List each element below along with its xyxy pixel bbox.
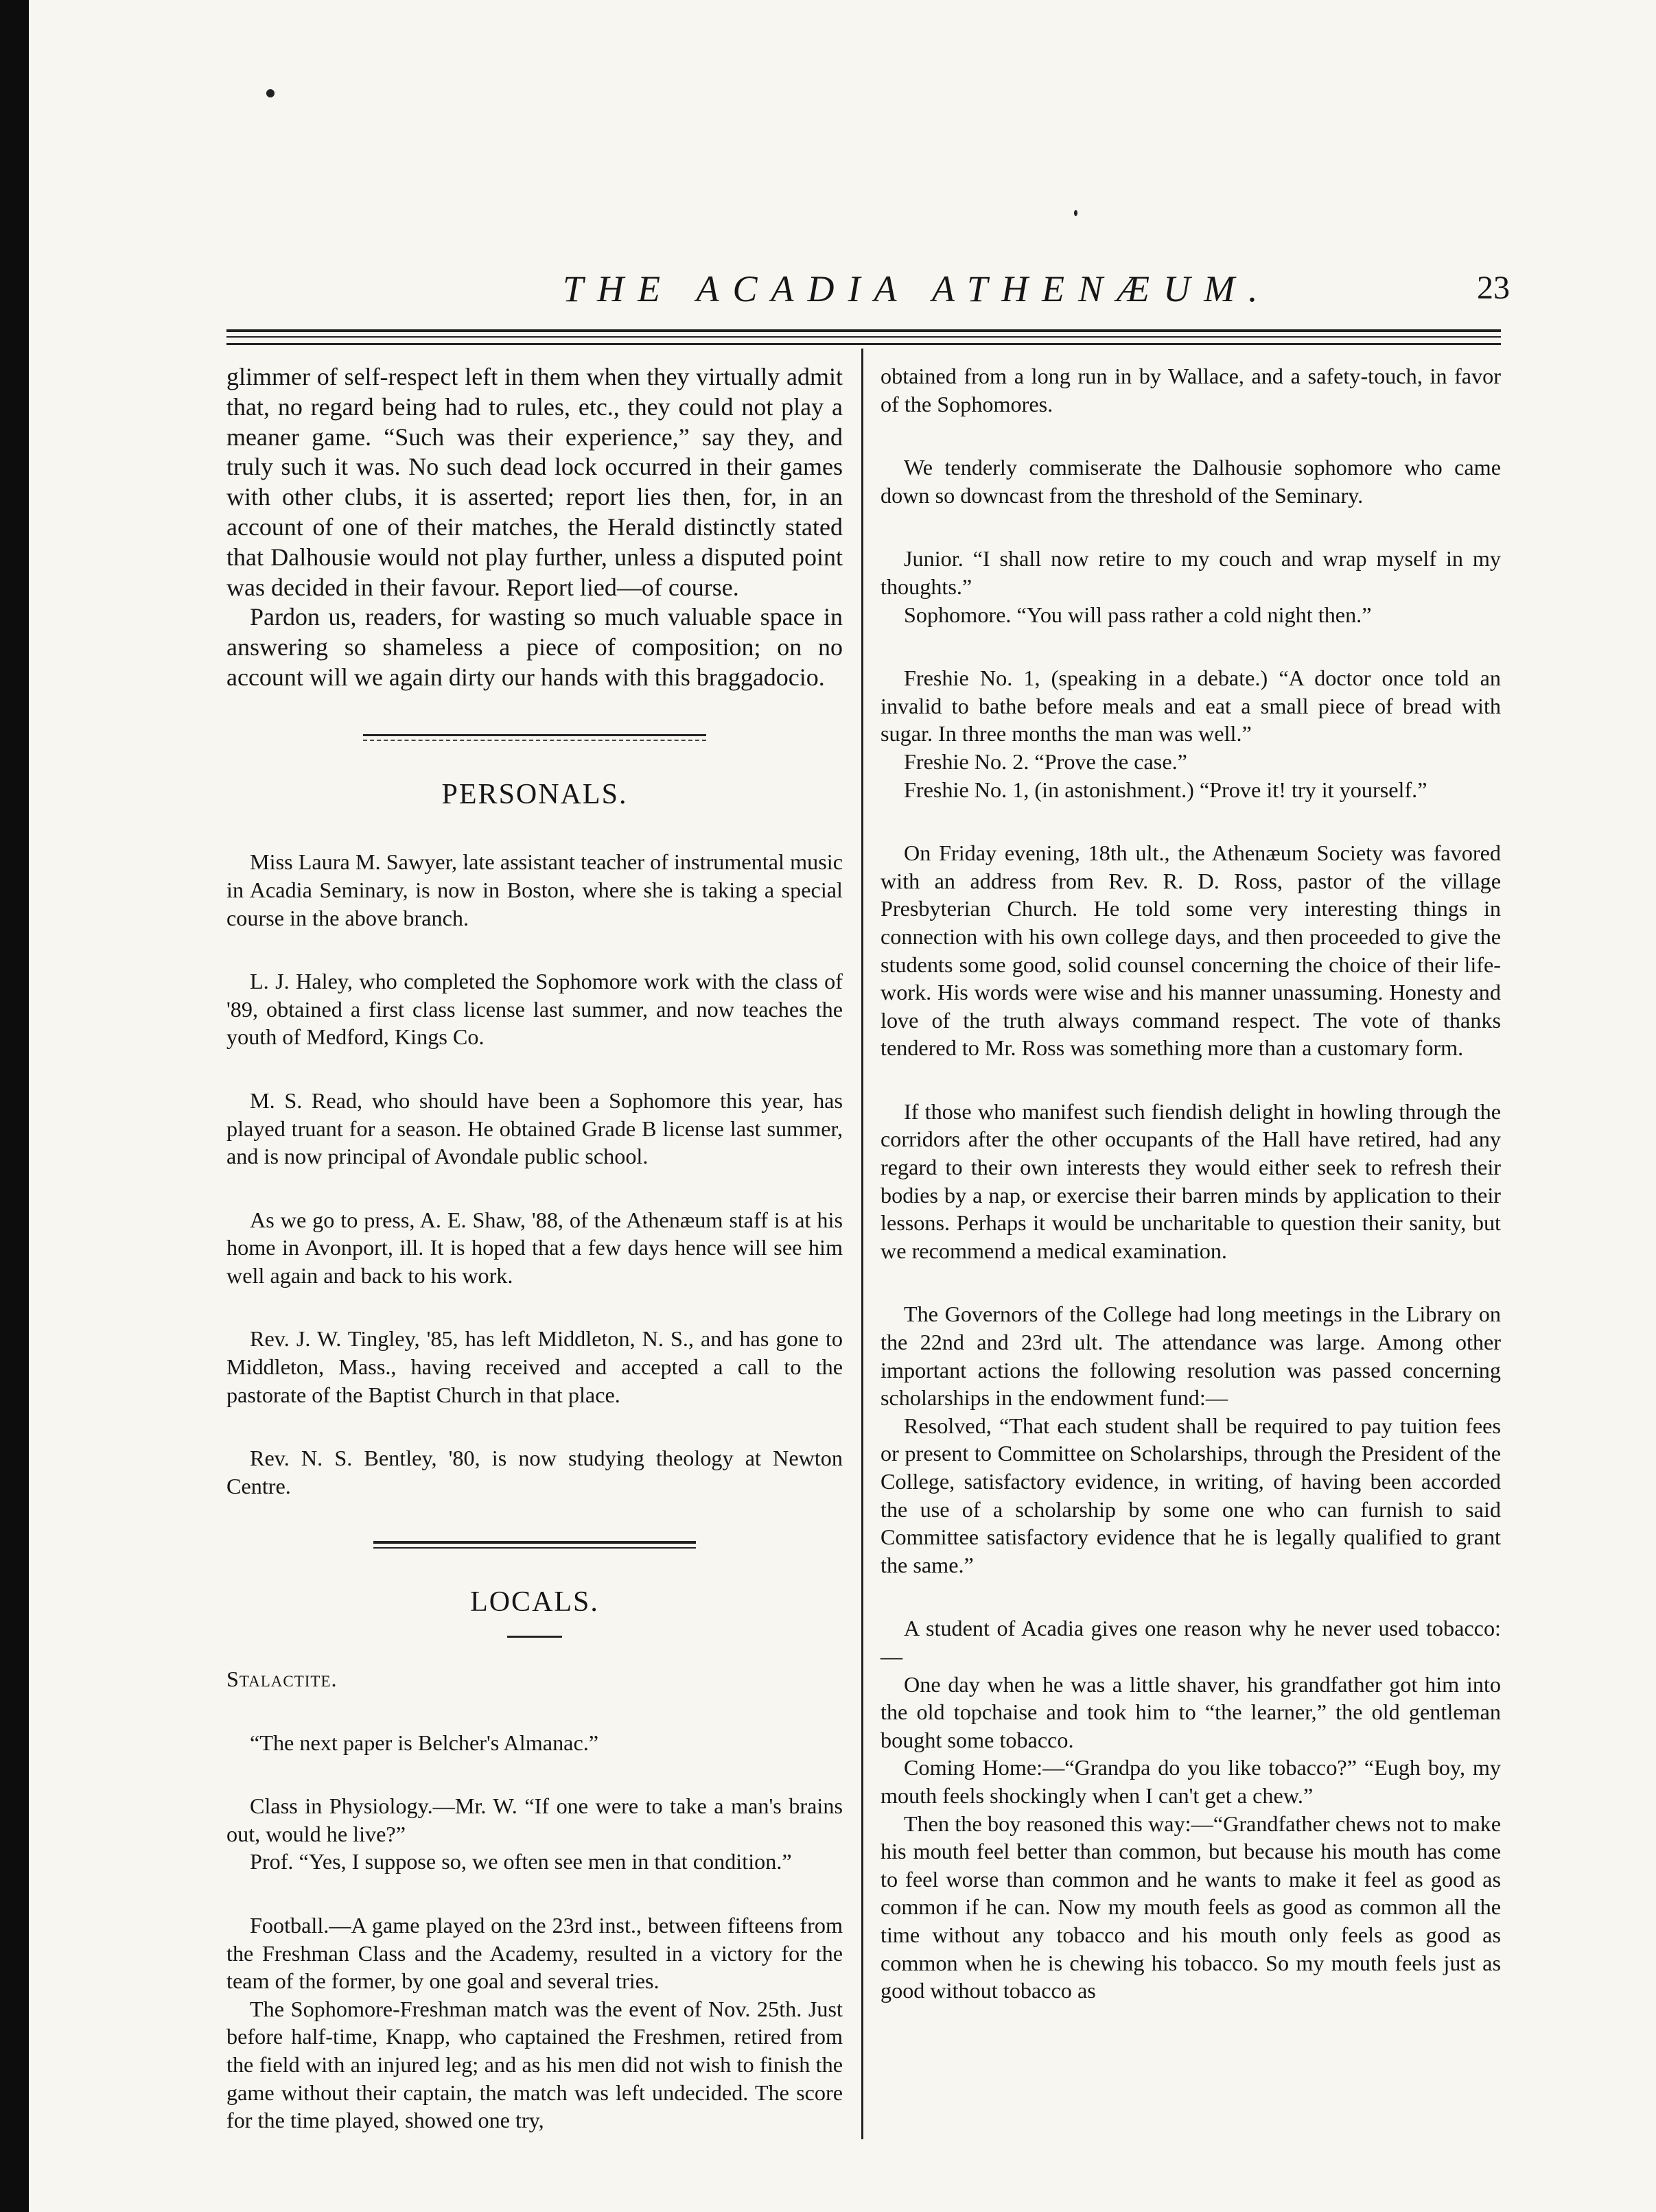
column-divider <box>861 349 863 2139</box>
paragraph: “The next paper is Belcher's Almanac.” <box>250 1730 599 1755</box>
paragraph: Miss Laura M. Sawyer, late assistant teacher of instrumental music in Acadia Seminary, is now in Boston, where she is taking a special course in the above branch. <box>226 849 843 930</box>
paragraph: One day when he was a little shaver, his grandfather got him into the old topchaise and took him to “the learner,” the old gentleman bought some tobacco. <box>881 1671 1501 1752</box>
paragraph: Freshie No. 1, (in astonishment.) “Prove it! try it yourself.” <box>904 777 1427 802</box>
paragraph: Resolved, “That each student shall be required to pay tuition fees or present to Committee on Scholarships, through the President of the College, satisfactory evidence, in writing, of having been accorded the use of a scholarship by some one who can furnish to said Committee satisfactory evidence that he is legally qualified to grant the same.” <box>881 1413 1501 1577</box>
paragraph: Rev. N. S. Bentley, '80, is now studying theology at Newton Centre. <box>226 1446 843 1498</box>
journal-title: THE ACADIA ATHENÆUM. <box>563 268 1272 309</box>
paragraph: glimmer of self-respect left in them when they virtually admit that, no regard being had to rules, etc., they could not play a meaner game. “Such was their experience,” say they, and truly such it was. No such dead lock occurred in their games with other clubs, it is asserted; report lies then, for, in an account of one of their matches, the Herald distinctly stated that Dalhousie would not play further, unless a disputed point was decided in their favour. Report lied—of course. <box>226 363 843 601</box>
paragraph: Rev. J. W. Tingley, '85, has left Middleton, N. S., and has gone to Middleton, Mass., having received and accepted a call to the pastorate of the Baptist Church in that place. <box>226 1326 843 1407</box>
paragraph: A student of Acadia gives one reason why he never used tobacco:— <box>881 1616 1501 1669</box>
section-heading-locals: LOCALS. <box>470 1586 599 1619</box>
paragraph: Prof. “Yes, I suppose so, we often see men in that condition.” <box>250 1849 792 1874</box>
heading-underline <box>507 1636 562 1638</box>
paragraph: Junior. “I shall now retire to my couch and wrap myself in my thoughts.” <box>881 546 1501 599</box>
running-header <box>226 268 1510 316</box>
paragraph: As we go to press, A. E. Shaw, '88, of the Athenæum staff is at his home in Avonport, ill. It is hoped that a few days hence will see him well again and back to his work. <box>226 1207 843 1288</box>
paragraph: Pardon us, readers, for wasting so much valuable space in answering so shameless a piece of composition; on no account will we again dirty our hands with this braggadocio. <box>226 603 843 691</box>
paragraph: On Friday evening, 18th ult., the Athenæum Society was favored with an address from Rev. R. D. Ross, pastor of the village Presbyterian Church. He told some very interesting things in connection with his own college days, and then proceeded to give the students some good, solid counsel concerning the choice of their life-work. His words were wise and his manner unassuming. Honesty and love of the truth always command respect. The vote of thanks tendered to Mr. Ross was something more than a customary form. <box>881 840 1501 1061</box>
scan-edge <box>0 0 29 2212</box>
subheading: Stalactite. <box>226 1667 338 1692</box>
paragraph: The Governors of the College had long meetings in the Library on the 22nd and 23rd ult. The attendance was large. Among other important actions the following resolution was passed concerning scholarships in the endowment fund:— <box>881 1302 1501 1411</box>
paragraph: Sophomore. “You will pass rather a cold night then.” <box>904 602 1372 627</box>
paragraph: Freshie No. 1, (speaking in a debate.) “A doctor once told an invalid to bathe before meals and eat a small piece of bread with sugar. In three months the man was well.” <box>881 666 1501 746</box>
paragraph: The Sophomore-Freshman match was the event of Nov. 25th. Just before half-time, Knapp, who captained the Freshmen, retired from the field with an injured leg; and as his men did not wish to finish the game without their captain, the match was left undecided. The score for the time played, showed one try, <box>226 1996 843 2133</box>
paragraph: Freshie No. 2. “Prove the case.” <box>904 749 1187 774</box>
paragraph: Class in Physiology.—Mr. W. “If one were to take a man's brains out, would he live?” <box>226 1793 843 1846</box>
page-number: 23 <box>1477 270 1510 306</box>
header-rule <box>226 329 1501 332</box>
right-column <box>881 362 1501 2005</box>
paragraph: Coming Home:—“Grandpa do you like tobacco?” “Eugh boy, my mouth feels shockingly when I can't get a chew.” <box>881 1755 1501 1808</box>
ink-speck <box>1074 210 1077 216</box>
header-rule <box>226 343 1501 345</box>
section-heading-personals: PERSONALS. <box>441 778 628 810</box>
paragraph: L. J. Haley, who completed the Sophomore work with the class of '89, obtained a first class license last summer, and now teaches the youth of Medford, Kings Co. <box>226 969 843 1050</box>
ornament-rule <box>373 1541 696 1549</box>
left-column <box>226 362 843 2170</box>
header-rule <box>226 336 1501 338</box>
ink-speck <box>266 89 275 97</box>
paragraph: M. S. Read, who should have been a Sophomore this year, has played truant for a season. He obtained Grade B license last summer, and is now principal of Avondale public school. <box>226 1087 843 1169</box>
paragraph: Then the boy reasoned this way:—“Grandfather chews not to make his mouth feel better than common, but because his mouth has come to feel worse than common and he wants to make it feel as good as common if he can. Now my mouth feels as good as common all the time without any tobacco and his mouth only feels as good as common when he is chewing his tobacco. So my mouth feels just as good without tobacco as <box>881 1811 1501 2003</box>
paragraph: If those who manifest such fiendish delight in howling through the corridors after the other occupants of the Hall have retired, had any regard to their own interests they would either seek to refresh their bodies by a nap, or exercise their barren minds by application to their lessons. Perhaps it would be uncharitable to question their sanity, but we recommend a medical examination. <box>881 1098 1501 1263</box>
paragraph: We tenderly commiserate the Dalhousie sophomore who came down so downcast from the threshold of the Seminary. <box>881 455 1501 508</box>
paragraph: obtained from a long run in by Wallace, and a safety-touch, in favor of the Sophomores. <box>881 364 1501 416</box>
ornament-rule <box>363 734 706 741</box>
paragraph: Football.—A game played on the 23rd inst., between fifteens from the Freshman Class and the Academy, resulted in a victory for the team of the former, by one goal and several tries. <box>226 1913 843 1994</box>
